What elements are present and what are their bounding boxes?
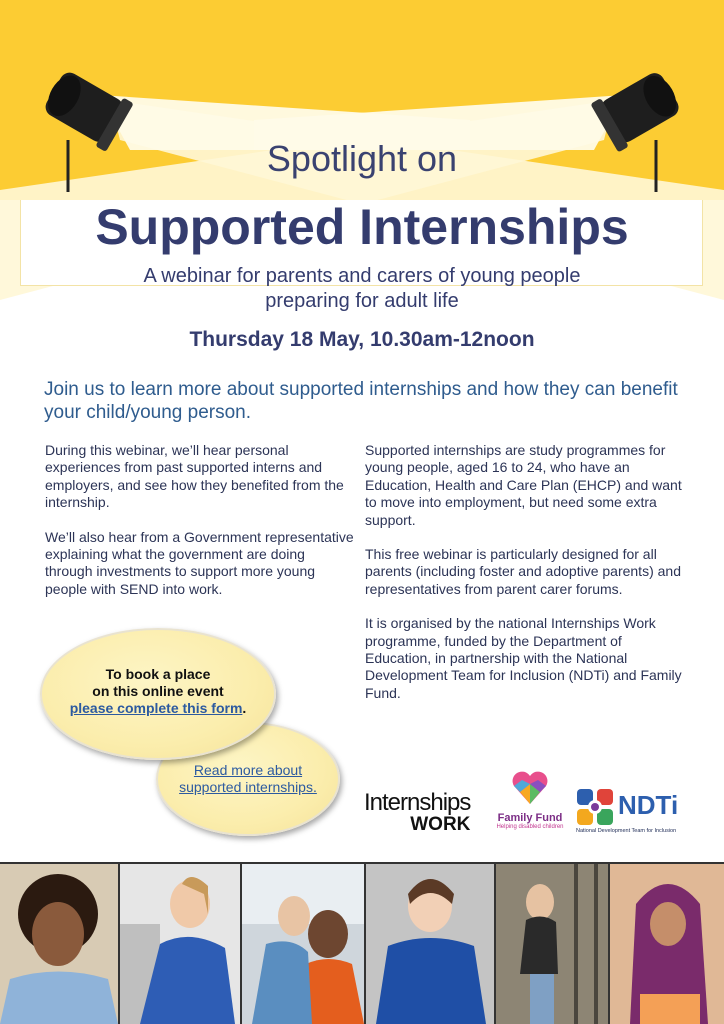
booking-bubble <box>40 628 276 760</box>
internships-work-logo-line1: Internships <box>364 789 471 816</box>
ndti-name: NDTi <box>618 790 679 820</box>
partner-logos <box>360 770 700 840</box>
intro-text: Join us to learn more about supported internships and how they can benefit your child/young person. <box>44 379 678 423</box>
photo-intern-1 <box>0 864 118 1024</box>
right-paragraph-2: This free webinar is particularly designed for all parents (including foster and adoptive parents) and representatives from parent carer forums. <box>365 546 681 597</box>
page-title: Supported Internships <box>95 199 629 255</box>
right-paragraph-1: Supported internships are study programmes for young people, aged 16 to 24, who have an Education, Health and Care Plan (EHCP) and want to move into employment, but need some extra support. <box>365 442 682 528</box>
photo-intern-2 <box>120 864 240 1024</box>
photo-intern-5 <box>496 864 608 1024</box>
family-fund-logo <box>490 770 570 830</box>
photo-intern-4 <box>366 864 494 1024</box>
event-date: Thursday 18 May, 10.30am-12noon <box>189 328 535 351</box>
booking-text <box>42 666 274 717</box>
right-column <box>365 442 683 719</box>
subtitle-line-2: preparing for adult life <box>265 290 459 312</box>
spotlight-heading: Spotlight on <box>266 138 458 179</box>
internships-work-logo-line2: WORK <box>410 814 471 835</box>
booking-line-1: To book a place <box>105 666 211 682</box>
photo-strip <box>0 862 724 1024</box>
photo-intern-6 <box>610 864 724 1024</box>
left-column <box>45 442 355 615</box>
booking-line-2: on this online event <box>92 683 224 699</box>
read-more-link[interactable] <box>158 762 338 796</box>
family-fund-tagline: Helping disabled children <box>496 824 564 830</box>
family-fund-heart-icon <box>510 770 550 806</box>
left-paragraph-2: We’ll also hear from a Government representative explaining what the government are doing through investments to support more young people with SEND into work. <box>45 528 354 597</box>
subtitle-line-1: A webinar for parents and carers of young people <box>143 265 581 287</box>
booking-period: . <box>242 700 247 716</box>
family-fund-name: Family Fund <box>497 812 563 824</box>
ndti-tagline: National Development Team for Inclusion <box>576 828 677 834</box>
ndti-mark-icon <box>576 788 614 826</box>
read-more-line-1[interactable]: Read more about <box>193 762 303 778</box>
right-paragraph-3: It is organised by the national Internships Work programme, funded by the Department of Education, in partnership with the National Development Team for Inclusion (NDTi) and Family Fund. <box>365 615 682 701</box>
read-more-line-2[interactable]: supported internships. <box>179 779 317 795</box>
booking-form-link[interactable]: please complete this form <box>69 700 243 716</box>
subtitle <box>100 264 624 314</box>
left-paragraph-1: During this webinar, we’ll hear personal experiences from past supported interns and employers, and see how they benefited from the internship. <box>45 442 344 511</box>
photo-intern-3 <box>242 864 364 1024</box>
internships-work-logo <box>364 789 471 836</box>
